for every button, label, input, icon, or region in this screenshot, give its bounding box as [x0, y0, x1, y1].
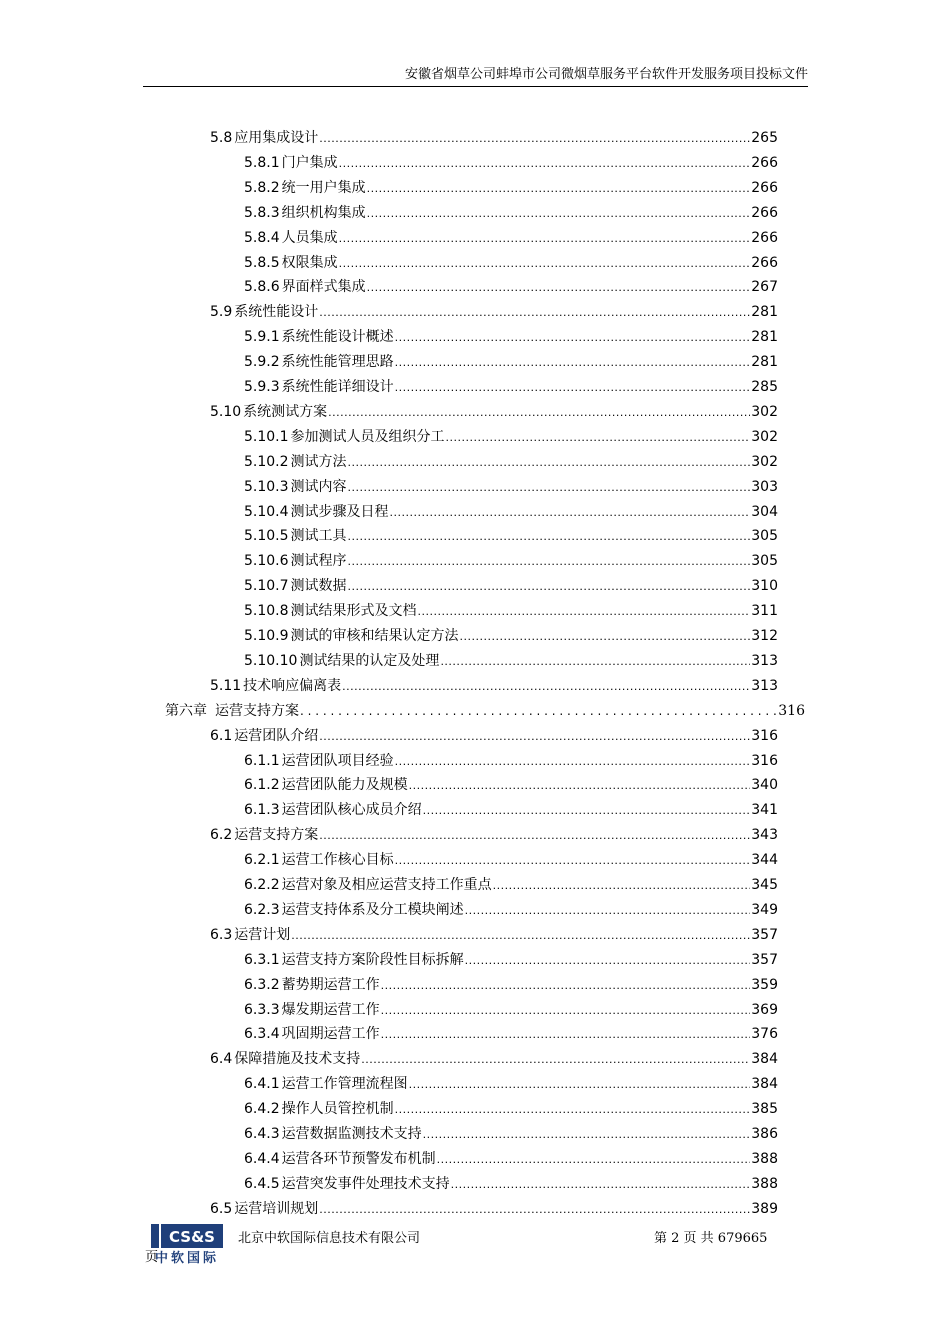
toc-entry-title: 界面样式集成	[281, 279, 366, 296]
company-logo	[151, 1224, 223, 1264]
toc-entry-page: 265	[751, 130, 778, 146]
toc-entry-number: 6.4	[210, 1051, 233, 1068]
toc-entry-title: 测试程序	[290, 553, 347, 570]
toc-leader-dots	[348, 526, 751, 547]
toc-leader-dots	[437, 1149, 751, 1170]
toc-entry-number: 5.8.5	[244, 254, 280, 271]
toc-entry-title: 测试工具	[290, 528, 347, 545]
toc-entry-title: 操作人员管控机制	[281, 1101, 394, 1118]
toc-leader-dots	[446, 427, 751, 448]
toc-entry-number: 6.5	[210, 1200, 233, 1217]
toc-entry-title: 运营团队项目经验	[281, 752, 394, 769]
toc-entry-title: 系统性能详细设计	[281, 379, 394, 395]
toc-leader-dots	[381, 975, 751, 996]
toc-leader-dots	[390, 502, 751, 523]
toc-entry-page: 357	[751, 926, 778, 943]
toc-entry[interactable]	[244, 576, 778, 596]
toc-leader-dots	[423, 800, 751, 821]
toc-entry-page: 312	[751, 628, 778, 644]
toc-entry[interactable]	[244, 1099, 778, 1119]
toc-entry[interactable]	[244, 1074, 778, 1094]
toc-entry-number: 6.3.2	[244, 976, 280, 993]
toc-entry-page: 388	[751, 1175, 778, 1192]
toc-entry[interactable]	[244, 626, 778, 646]
page-suffix: 页	[145, 1250, 159, 1265]
toc-entry-title: 参加测试人员及组织分工	[290, 428, 445, 445]
toc-entry[interactable]	[244, 651, 778, 671]
toc-entry-title: 运营支持方案	[234, 827, 319, 844]
toc-entry-page: 311	[751, 603, 778, 620]
toc-entry[interactable]	[244, 502, 778, 522]
toc-entry[interactable]	[244, 228, 778, 248]
toc-entry-title: 测试步骤及日程	[290, 503, 389, 520]
toc-entry[interactable]	[244, 975, 778, 995]
toc-entry[interactable]	[210, 302, 778, 322]
toc-entry-page: 304	[751, 503, 778, 520]
toc-entry-title: 门户集成	[281, 154, 338, 171]
toc-leader-dots	[348, 477, 751, 498]
toc-entry-page: 305	[751, 528, 778, 545]
toc-leader-dots	[381, 1024, 751, 1045]
toc-entry-page: 341	[751, 802, 778, 819]
toc-entry-title: 组织机构集成	[281, 204, 366, 221]
toc-leader-dots	[367, 178, 751, 199]
toc-entry-number: 5.10	[210, 403, 242, 420]
toc-leader-dots	[339, 153, 751, 174]
toc-entry-number: 5.9.3	[244, 379, 280, 395]
toc-leader-dots	[300, 701, 777, 721]
toc-leader-dots	[451, 1174, 751, 1195]
toc-entry-page: 266	[751, 254, 778, 271]
toc-entry-number: 6.3	[210, 926, 233, 943]
toc-entry-page: 384	[751, 1051, 778, 1068]
toc-entry[interactable]	[244, 775, 778, 795]
toc-entry-number: 6.2	[210, 827, 233, 844]
toc-entry-title: 运营计划	[234, 926, 291, 943]
toc-entry-page: 345	[751, 877, 778, 893]
header-rule	[143, 86, 808, 87]
toc-entry[interactable]	[244, 253, 778, 273]
toc-leader-dots	[361, 1049, 750, 1070]
toc-entry[interactable]	[244, 327, 778, 347]
toc-entry[interactable]	[165, 701, 805, 721]
toc-entry[interactable]	[244, 377, 778, 397]
toc-leader-dots	[348, 576, 751, 597]
toc-entry-title: 系统性能设计	[234, 304, 319, 321]
toc-entry-number: 5.10.2	[244, 453, 289, 470]
toc-leader-dots	[342, 676, 750, 697]
toc-entry-title: 运营支持方案	[215, 702, 299, 719]
toc-leader-dots	[395, 327, 751, 348]
toc-entry-number: 5.10.10	[244, 652, 298, 669]
toc-entry-number: 第六章	[165, 702, 207, 719]
toc-entry-title: 巩固期运营工作	[281, 1026, 380, 1043]
toc-entry-number: 6.3.1	[244, 951, 280, 968]
toc-leader-dots	[367, 203, 751, 224]
toc-entry-page: 316	[751, 752, 778, 769]
logo-text-top: CS&S	[169, 1228, 215, 1246]
toc-entry[interactable]	[244, 352, 778, 372]
toc-leader-dots	[423, 1124, 751, 1145]
toc-leader-dots	[465, 900, 751, 921]
toc-entry-title: 测试内容	[290, 478, 347, 495]
toc-entry-number: 5.8.4	[244, 229, 280, 246]
toc-entry-title: 运营对象及相应运营支持工作重点	[281, 877, 492, 893]
toc-entry-title: 测试结果形式及文档	[290, 603, 417, 620]
toc-leader-dots	[493, 875, 751, 896]
toc-entry-number: 5.8.6	[244, 279, 280, 296]
toc-entry-title: 系统测试方案	[243, 403, 328, 420]
toc-entry-title: 测试方法	[290, 453, 347, 470]
toc-entry-page: 281	[751, 354, 778, 371]
toc-entry-number: 6.3.4	[244, 1026, 280, 1043]
toc-entry-number: 5.10.1	[244, 428, 289, 445]
toc-entry[interactable]	[210, 676, 778, 696]
toc-entry-title: 运营团队核心成员介绍	[281, 802, 422, 819]
toc-entry-number: 6.2.1	[244, 852, 280, 869]
toc-entry[interactable]	[244, 277, 778, 297]
toc-entry-page: 343	[751, 827, 778, 844]
toc-entry-title: 测试的审核和结果认定方法	[290, 628, 459, 644]
toc-entry-page: 386	[751, 1126, 778, 1142]
toc-entry-page: 316	[778, 702, 805, 719]
toc-entry[interactable]	[244, 950, 778, 970]
toc-entry[interactable]	[244, 1124, 778, 1144]
toc-entry-title: 蓄势期运营工作	[281, 976, 380, 993]
toc-leader-dots	[319, 302, 750, 323]
toc-entry-number: 5.9	[210, 304, 233, 321]
toc-leader-dots	[319, 726, 750, 747]
toc-entry-number: 5.10.4	[244, 503, 289, 520]
toc-entry[interactable]	[210, 1049, 778, 1069]
toc-entry-number: 5.10.5	[244, 528, 289, 545]
toc-entry[interactable]	[244, 751, 778, 771]
toc-entry[interactable]	[244, 178, 778, 198]
toc-entry-number: 5.11	[210, 677, 242, 694]
toc-leader-dots	[319, 1199, 750, 1220]
company-name: 北京中软国际信息技术有限公司	[238, 1231, 421, 1246]
toc-entry-number: 5.10.8	[244, 603, 289, 620]
toc-entry[interactable]	[244, 526, 778, 546]
toc-entry[interactable]	[244, 1149, 778, 1169]
toc-entry[interactable]	[210, 402, 778, 422]
toc-entry-page: 384	[751, 1076, 778, 1093]
toc-entry-title: 应用集成设计	[234, 130, 319, 146]
toc-entry[interactable]	[244, 850, 778, 870]
toc-entry-title: 运营支持方案阶段性目标拆解	[281, 951, 464, 968]
toc-entry[interactable]	[244, 153, 778, 173]
toc-leader-dots	[395, 352, 751, 373]
toc-entry-title: 运营培训规划	[234, 1200, 319, 1217]
toc-entry-number: 5.9.1	[244, 329, 280, 346]
toc-entry-title: 系统性能设计概述	[281, 329, 394, 346]
toc-entry-page: 313	[751, 652, 778, 669]
toc-entry-number: 6.4.5	[244, 1175, 280, 1192]
toc-entry-title: 人员集成	[281, 229, 338, 246]
toc-entry-number: 6.1.2	[244, 777, 280, 794]
toc-entry-page: 302	[751, 403, 778, 420]
toc-entry-page: 359	[751, 976, 778, 993]
toc-leader-dots	[348, 551, 751, 572]
toc-leader-dots	[381, 1000, 751, 1021]
toc-entry-page: 303	[751, 478, 778, 495]
toc-entry-number: 5.8.1	[244, 154, 280, 171]
toc-entry-number: 6.3.3	[244, 1001, 280, 1018]
toc-entry-page: 389	[751, 1200, 778, 1217]
toc-entry[interactable]	[210, 1199, 778, 1219]
toc-leader-dots	[319, 128, 750, 149]
toc-leader-dots	[409, 1074, 751, 1095]
toc-entry-page: 266	[751, 154, 778, 171]
toc-entry-number: 6.4.2	[244, 1101, 280, 1118]
toc-entry[interactable]	[244, 875, 778, 895]
toc-leader-dots	[395, 1099, 751, 1120]
toc-entry-page: 357	[751, 951, 778, 968]
toc-entry-page: 340	[751, 777, 778, 794]
toc-entry[interactable]	[244, 477, 778, 497]
toc-leader-dots	[418, 601, 751, 622]
toc-leader-dots	[395, 377, 751, 398]
toc-entry-page: 281	[751, 329, 778, 346]
toc-entry-page: 376	[751, 1026, 778, 1043]
toc-leader-dots	[395, 850, 751, 871]
toc-leader-dots	[348, 452, 751, 473]
toc-leader-dots	[339, 253, 751, 274]
toc-entry-page: 310	[751, 578, 778, 595]
toc-entry-title: 运营工作核心目标	[281, 852, 394, 869]
toc-leader-dots	[409, 775, 751, 796]
toc-entry-number: 6.2.3	[244, 901, 280, 918]
toc-entry[interactable]	[210, 925, 778, 945]
toc-entry-title: 运营工作管理流程图	[281, 1076, 408, 1093]
toc-entry[interactable]	[244, 452, 778, 472]
toc-entry-title: 系统性能管理思路	[281, 354, 394, 371]
toc-entry-number: 6.1.3	[244, 802, 280, 819]
toc-entry[interactable]	[244, 900, 778, 920]
document-header: 安徽省烟草公司蚌埠市公司微烟草服务平台软件开发服务项目投标文件	[404, 67, 808, 82]
toc-entry[interactable]	[244, 551, 778, 571]
toc-entry-title: 运营各环节预警发布机制	[281, 1150, 436, 1167]
toc-entry-number: 6.4.1	[244, 1076, 280, 1093]
toc-entry[interactable]	[244, 601, 778, 621]
toc-entry-title: 爆发期运营工作	[281, 1001, 380, 1018]
toc-entry[interactable]	[244, 1024, 778, 1044]
toc-entry-number: 5.9.2	[244, 354, 280, 371]
toc-leader-dots	[319, 825, 750, 846]
toc-entry-page: 266	[751, 229, 778, 246]
toc-entry-number: 6.4.4	[244, 1150, 280, 1167]
toc-entry-page: 349	[751, 901, 778, 918]
toc-entry-number: 6.1.1	[244, 752, 280, 769]
document-footer	[0, 1220, 950, 1270]
toc-entry-title: 运营团队介绍	[234, 727, 319, 744]
toc-leader-dots	[460, 626, 751, 647]
toc-entry-page: 302	[751, 428, 778, 445]
toc-entry-title: 测试结果的认定及处理	[299, 652, 440, 669]
toc-entry-page: 266	[751, 204, 778, 221]
toc-entry[interactable]	[244, 1174, 778, 1194]
toc-entry[interactable]	[210, 825, 778, 845]
toc-entry[interactable]	[244, 1000, 778, 1020]
toc-entry-number: 5.10.6	[244, 553, 289, 570]
toc-entry-title: 测试数据	[290, 578, 347, 595]
toc-entry-number: 6.1	[210, 727, 233, 744]
toc-entry-title: 运营支持体系及分工模块阐述	[281, 901, 464, 918]
toc-leader-dots	[395, 751, 751, 772]
toc-entry-number: 5.10.9	[244, 628, 289, 644]
toc-entry[interactable]	[210, 726, 778, 746]
toc-entry-page: 344	[751, 852, 778, 869]
logo-text-bottom: 中软国际	[154, 1251, 220, 1264]
toc-entry[interactable]	[210, 128, 778, 148]
toc-entry-page: 316	[751, 727, 778, 744]
toc-entry-number: 6.2.2	[244, 877, 280, 893]
toc-entry-page: 305	[751, 553, 778, 570]
toc-entry-title: 统一用户集成	[281, 179, 366, 196]
toc-entry-page: 369	[751, 1001, 778, 1018]
toc-entry-page: 285	[751, 379, 778, 395]
toc-entry-number: 5.10.3	[244, 478, 289, 495]
toc-entry-page: 267	[751, 279, 778, 296]
toc-leader-dots	[291, 925, 750, 946]
toc-entry-number: 5.10.7	[244, 578, 289, 595]
toc-leader-dots	[367, 277, 751, 298]
toc-entry-title: 保障措施及技术支持	[234, 1051, 361, 1068]
toc-entry-number: 5.8	[210, 130, 233, 146]
toc-entry-page: 266	[751, 179, 778, 196]
page-number: 第 2 页 共 679665	[654, 1231, 768, 1246]
toc-entry-page: 385	[751, 1101, 778, 1118]
toc-entry-title: 技术响应偏离表	[243, 677, 342, 694]
toc-entry-page: 281	[751, 304, 778, 321]
toc-entry[interactable]	[244, 800, 778, 820]
toc-entry-page: 302	[751, 453, 778, 470]
toc-entry-number: 6.4.3	[244, 1126, 280, 1142]
toc-entry-number: 5.8.2	[244, 179, 280, 196]
toc-entry-page: 313	[751, 677, 778, 694]
toc-leader-dots	[328, 402, 750, 423]
toc-leader-dots	[465, 950, 751, 971]
toc-entry-title: 运营突发事件处理技术支持	[281, 1175, 450, 1192]
toc-entry-title: 权限集成	[281, 254, 338, 271]
toc-leader-dots	[339, 228, 751, 249]
toc-entry[interactable]	[244, 427, 778, 447]
toc-entry-title: 运营数据监测技术支持	[281, 1126, 422, 1142]
toc-entry[interactable]	[244, 203, 778, 223]
toc-entry-title: 运营团队能力及规模	[281, 777, 408, 794]
toc-entry-page: 388	[751, 1150, 778, 1167]
toc-entry-number: 5.8.3	[244, 204, 280, 221]
toc-leader-dots	[440, 651, 750, 672]
